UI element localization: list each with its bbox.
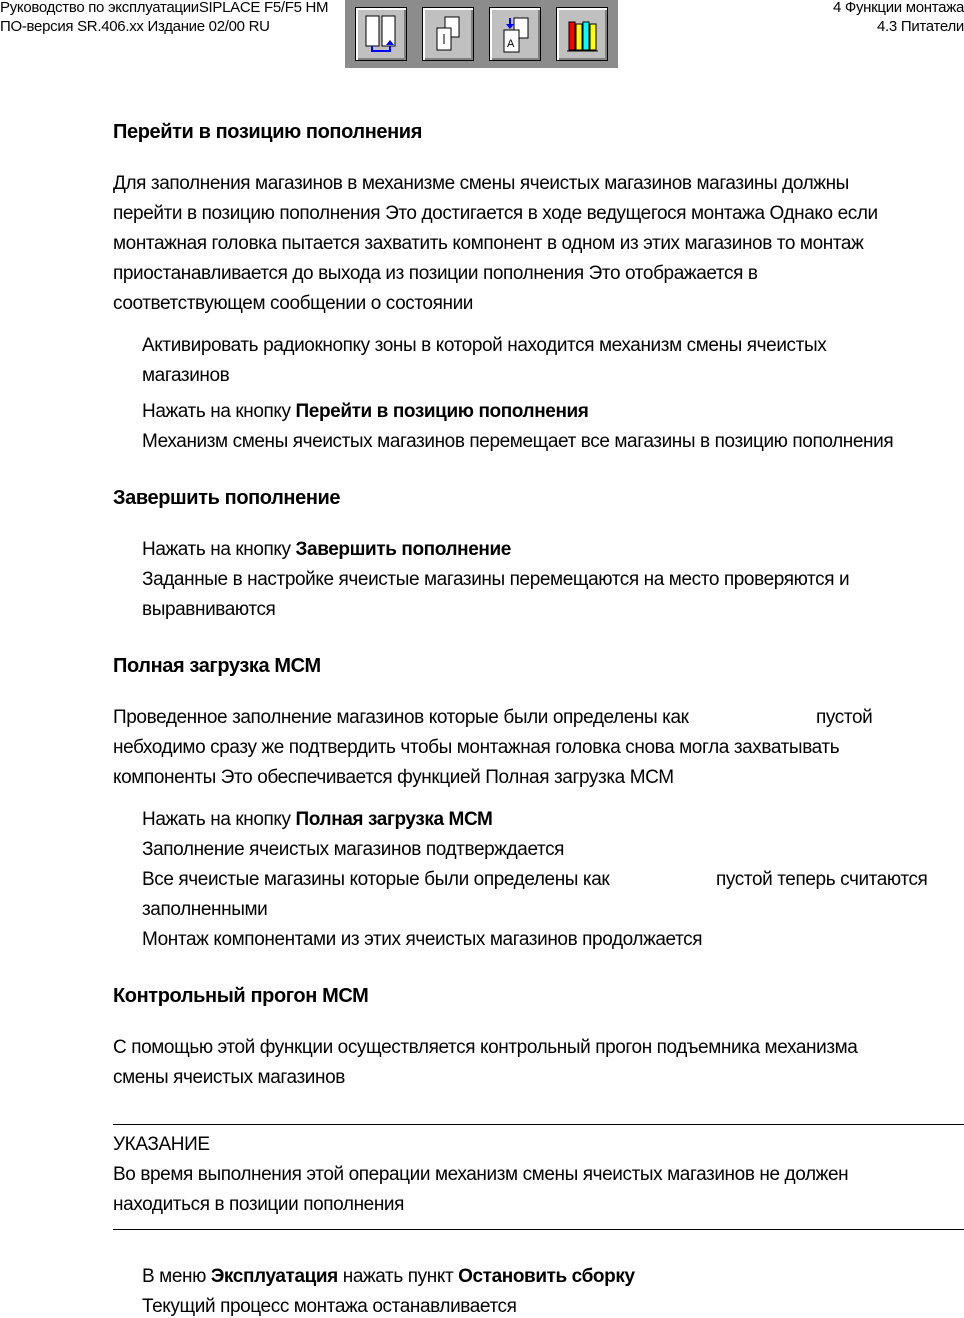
note-text: находиться в позиции пополнения (113, 1194, 405, 1215)
menu-item-name: Остановить сборку (458, 1266, 635, 1287)
header-chapter: 4 Функции монтажа (832, 0, 964, 16)
section-heading: Полная загрузка МСМ (113, 655, 321, 677)
step-result: Заполнение ячеистых магазинов подтверждается (142, 839, 565, 860)
magazine-transfer-icon (364, 14, 398, 54)
step-result: Монтаж компонентами из этих ячеистых магазинов продолжается (142, 929, 703, 950)
header-manual-title: Руководство по эксплуатацииSIPLACE F5/F5 HM (0, 0, 329, 16)
button-name: Завершить пополнение (295, 539, 511, 560)
step-text (142, 539, 511, 561)
step-result: Текущий процесс монтажа останавливается (142, 1296, 517, 1317)
paragraph-line: перейти в позицию пополнения Это достигается в ходе ведущегося монтажа Однако если (113, 203, 878, 224)
button-name: Перейти в позицию пополнения (295, 401, 589, 422)
paragraph-line: монтажная головка пытается захватить компонент в одном из этих магазинов то монтаж (113, 233, 864, 254)
section-heading: Завершить пополнение (113, 487, 341, 509)
menu-name: Эксплуатация (210, 1266, 338, 1287)
step-text-plain: нажать пункт (337, 1266, 459, 1287)
step-result: заполненными (142, 899, 268, 920)
toolbar (345, 0, 618, 68)
step-text (142, 401, 589, 423)
step-result: Механизм смены ячеистых магазинов перемещает все магазины в позицию пополнения (142, 431, 894, 452)
step-text-plain: Нажать на кнопку (142, 401, 296, 422)
paragraph-term: пустой (816, 707, 873, 728)
paragraph-line: Для заполнения магазинов в механизме смены ячеистых магазинов магазины должны (113, 173, 849, 194)
copy-pages-button[interactable] (422, 7, 474, 61)
header-version: ПО-версия SR.406.xx Издание 02/00 RU (0, 18, 270, 35)
section-heading: Перейти в позицию пополнения (113, 121, 422, 143)
note-title: УКАЗАНИЕ (113, 1134, 210, 1155)
copy-pages-icon (431, 14, 465, 54)
step-result: Заданные в настройке ячеистые магазины перемещаются на место проверяются и (142, 569, 850, 590)
button-name: Полная загрузка МСМ (295, 809, 493, 830)
svg-text:A: A (507, 38, 515, 50)
paragraph-line: С помощью этой функции осуществляется контрольный прогон подъемника механизма (113, 1037, 858, 1058)
step-text (142, 809, 492, 831)
step-text-plain: В меню (142, 1266, 211, 1287)
paragraph-line: компоненты Это обеспечивается функцией Полная загрузка МСМ (113, 767, 674, 788)
step-text (142, 1266, 635, 1288)
step-text: магазинов (142, 365, 230, 386)
header-section: 4.3 Питатели (877, 18, 964, 35)
paragraph-line: смены ячеистых магазинов (113, 1067, 345, 1088)
paragraph-line: соответствующем сообщении о состоянии (113, 293, 473, 314)
step-text-plain: Нажать на кнопку (142, 539, 296, 560)
step-result-term: пустой теперь считаются (716, 869, 928, 890)
note-text: Во время выполнения этой операции механизм смены ячеистых магазинов не должен (113, 1164, 849, 1185)
step-text-plain: Нажать на кнопку (142, 809, 296, 830)
paragraph-line: Проведенное заполнение магазинов которые были определены как (113, 707, 689, 728)
step-text: Активировать радиокнопку зоны в которой находится механизм смены ячеистых (142, 335, 827, 356)
note-bottom-rule (113, 1229, 964, 1230)
paragraph-line: небходимо сразу же подтвердить чтобы монтажная головка снова могла захватывать (113, 737, 840, 758)
books-icon (565, 14, 599, 54)
step-result: выравниваются (142, 599, 276, 620)
paragraph-line: приостанавливается до выхода из позиции пополнения Это отображается в (113, 263, 758, 284)
books-button[interactable] (556, 7, 608, 61)
swap-pages-icon (498, 14, 532, 54)
swap-pages-button[interactable] (489, 7, 541, 61)
magazine-transfer-button[interactable] (355, 7, 407, 61)
section-heading: Контрольный прогон МСМ (113, 985, 369, 1007)
step-result: Все ячеистые магазины которые были определены как (142, 869, 610, 890)
note-top-rule (113, 1124, 964, 1125)
